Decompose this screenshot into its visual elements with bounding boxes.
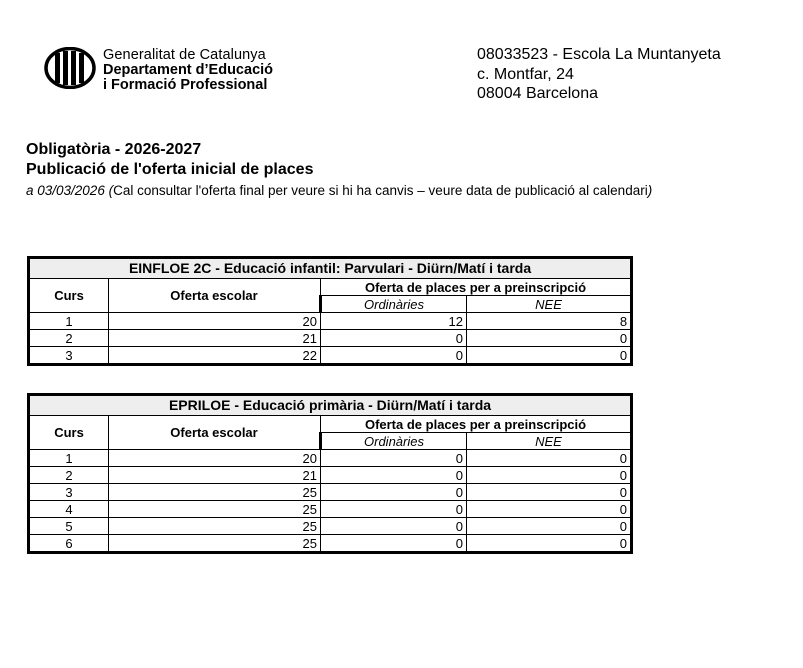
cell-curs: 2 — [29, 330, 109, 347]
cell-oferta: 20 — [109, 450, 321, 467]
school-name: 08033523 - Escola La Muntanyeta — [477, 46, 721, 63]
table-row — [29, 484, 632, 501]
table-title: EINFLOE 2C - Educació infantil: Parvulari - Diürn/Matí i tarda — [29, 258, 632, 279]
table-title: EPRILOE - Educació primària - Diürn/Matí i tarda — [29, 395, 632, 416]
offer-table-infantil — [27, 256, 633, 366]
table-row — [29, 330, 632, 347]
page-title: Obligatòria - 2026-2027 — [26, 141, 202, 158]
cell-ordinaries: 0 — [321, 501, 467, 518]
organization-name — [103, 48, 273, 93]
cell-curs: 5 — [29, 518, 109, 535]
cell-nee: 0 — [467, 518, 632, 535]
cell-curs: 1 — [29, 313, 109, 330]
cell-oferta: 20 — [109, 313, 321, 330]
cell-oferta: 22 — [109, 347, 321, 365]
col-nee: NEE — [467, 296, 632, 313]
cell-nee: 0 — [467, 501, 632, 518]
col-nee: NEE — [467, 433, 632, 450]
school-address — [477, 45, 721, 104]
cell-ordinaries: 0 — [321, 330, 467, 347]
org-line-2: Departament d’Educació — [103, 62, 274, 78]
table-row — [29, 347, 632, 365]
table-row — [29, 313, 632, 330]
cell-ordinaries: 0 — [321, 535, 467, 553]
cell-nee: 0 — [467, 535, 632, 553]
note-end: ) — [647, 183, 653, 198]
table-row — [29, 467, 632, 484]
table-row — [29, 535, 632, 553]
cell-oferta: 21 — [109, 330, 321, 347]
cell-oferta: 25 — [109, 535, 321, 553]
cell-ordinaries: 0 — [321, 450, 467, 467]
cell-curs: 6 — [29, 535, 109, 553]
col-curs: Curs — [29, 416, 109, 450]
cell-nee: 0 — [467, 330, 632, 347]
cell-nee: 0 — [467, 450, 632, 467]
col-oferta: Oferta escolar — [109, 416, 321, 450]
col-ordinaries: Ordinàries — [321, 296, 467, 313]
table-row — [29, 450, 632, 467]
col-oferta-places: Oferta de places per a preinscripció — [321, 416, 632, 433]
publication-note — [26, 182, 652, 200]
cell-nee: 8 — [467, 313, 632, 330]
cell-curs: 2 — [29, 467, 109, 484]
cell-curs: 1 — [29, 450, 109, 467]
col-oferta: Oferta escolar — [109, 279, 321, 313]
cell-nee: 0 — [467, 484, 632, 501]
cell-oferta: 25 — [109, 518, 321, 535]
document-heading — [26, 140, 652, 200]
cell-nee: 0 — [467, 347, 632, 365]
org-line-1: Generalitat de Catalunya — [103, 47, 266, 63]
cell-ordinaries: 12 — [321, 313, 467, 330]
generalitat-logo-icon — [44, 47, 96, 89]
col-curs: Curs — [29, 279, 109, 313]
page-subtitle: Publicació de l'oferta inicial de places — [26, 161, 314, 178]
cell-ordinaries: 0 — [321, 347, 467, 365]
col-ordinaries: Ordinàries — [321, 433, 467, 450]
offer-table-primaria — [27, 393, 633, 554]
table-row — [29, 518, 632, 535]
cell-ordinaries: 0 — [321, 518, 467, 535]
cell-ordinaries: 0 — [321, 484, 467, 501]
cell-curs: 4 — [29, 501, 109, 518]
col-oferta-places: Oferta de places per a preinscripció — [321, 279, 632, 296]
publication-date: a 03/03/2026 ( — [26, 183, 114, 198]
cell-nee: 0 — [467, 467, 632, 484]
org-line-3: i Formació Professional — [103, 77, 268, 93]
cell-curs: 3 — [29, 347, 109, 365]
cell-oferta: 21 — [109, 467, 321, 484]
cell-oferta: 25 — [109, 501, 321, 518]
table-row — [29, 501, 632, 518]
school-city: 08004 Barcelona — [477, 85, 598, 102]
cell-curs: 3 — [29, 484, 109, 501]
note-text: Cal consultar l'oferta final per veure si hi ha canvis – veure data de publicació al calendari — [113, 183, 648, 198]
school-street: c. Montfar, 24 — [477, 65, 574, 83]
cell-oferta: 25 — [109, 484, 321, 501]
cell-ordinaries: 0 — [321, 467, 467, 484]
